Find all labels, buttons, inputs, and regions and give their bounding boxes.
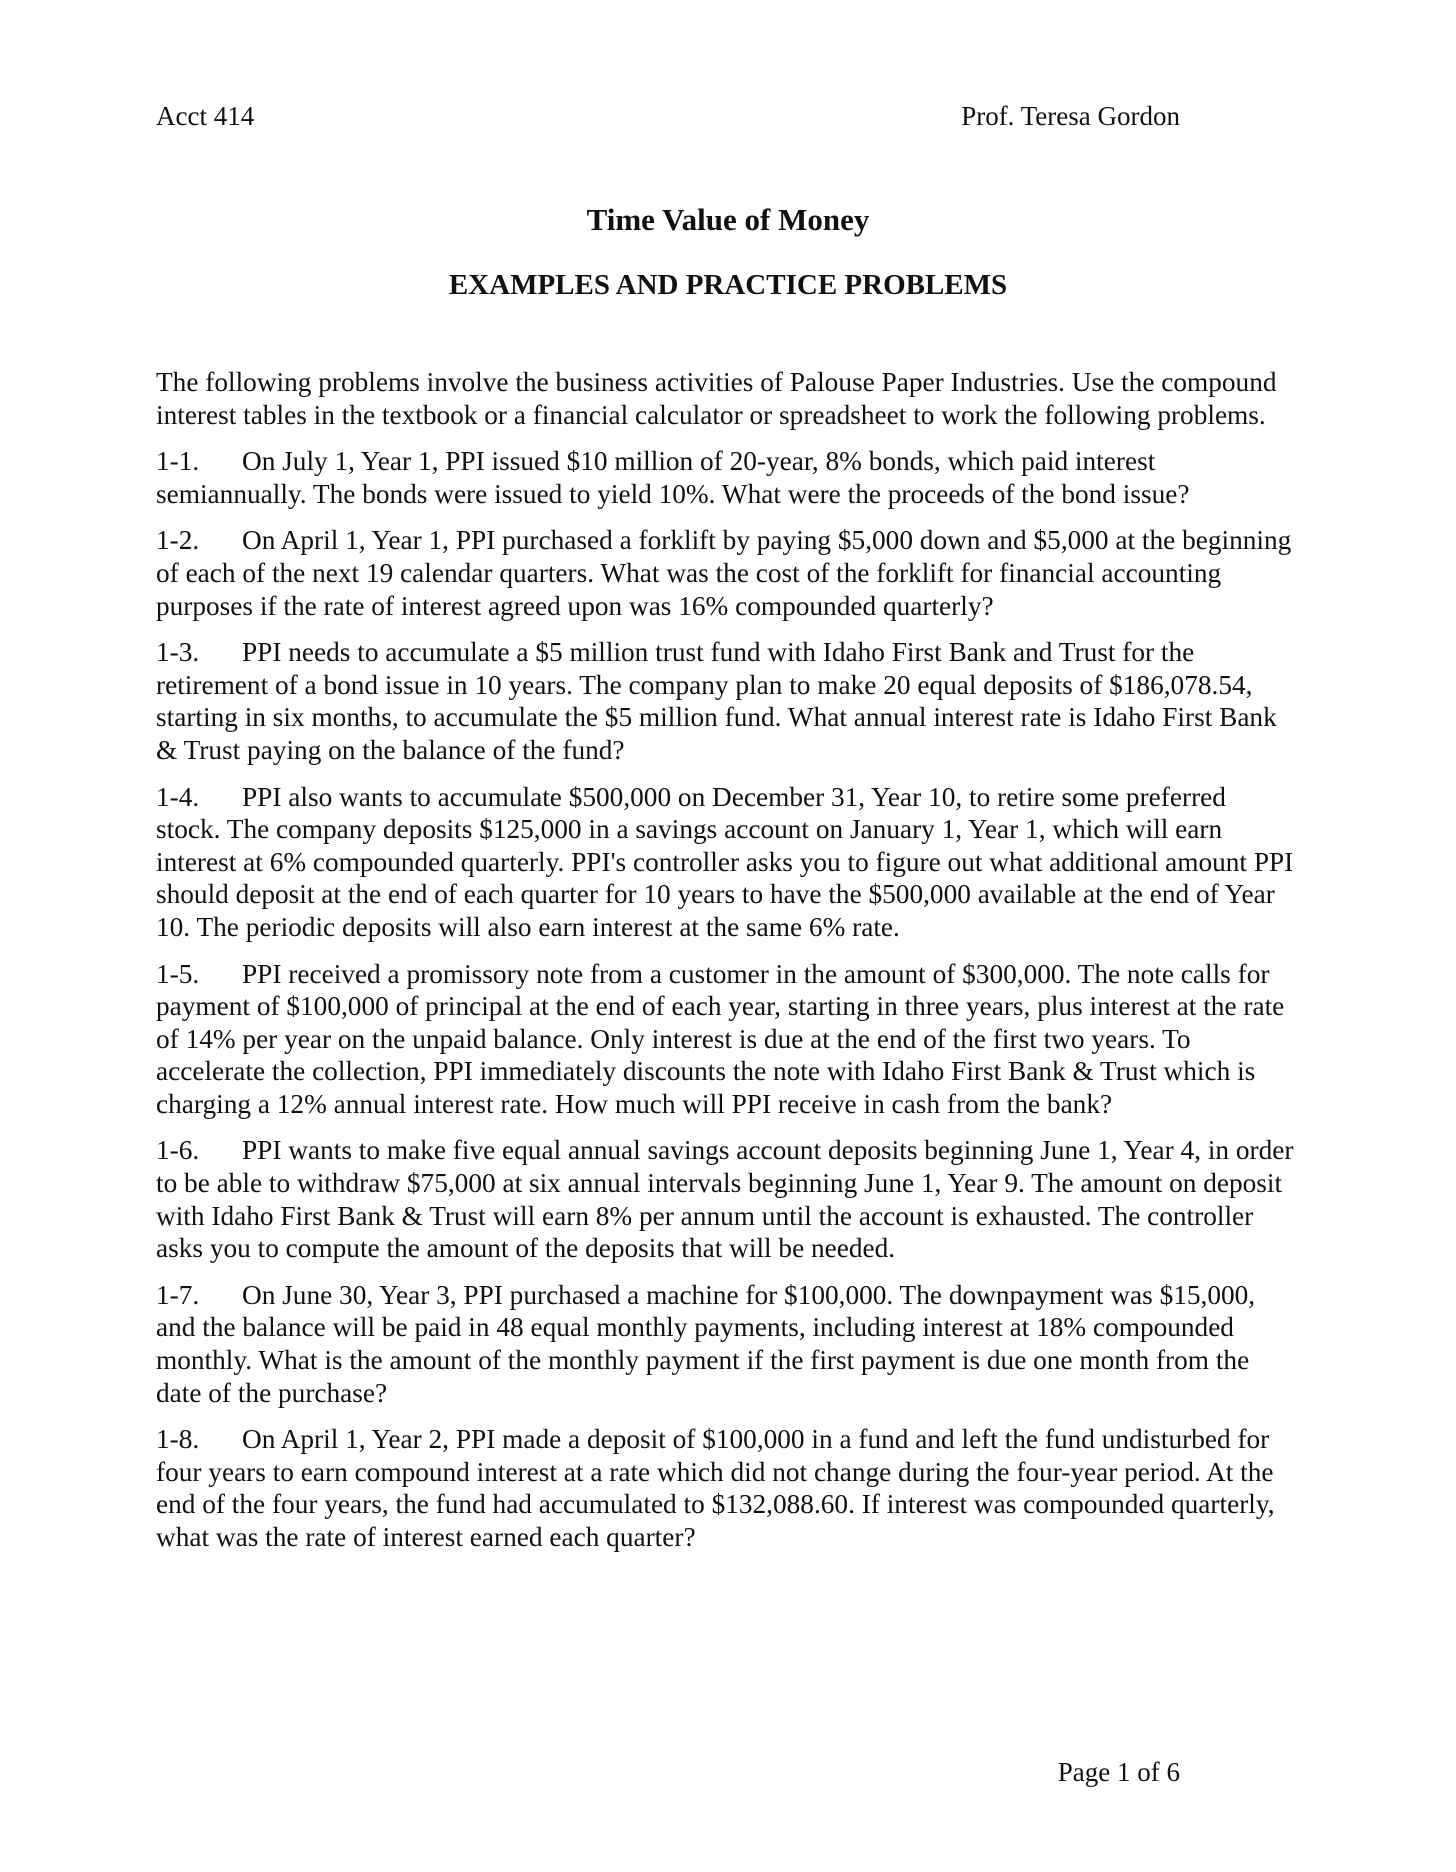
problem-text: PPI also wants to accumulate $500,000 on December 31, Year 10, to retire some preferred stock. The company deposits $125,000 in a savings account on January 1, Year 1, which will earn interest at 6% compounded quarterly. PPI's controller asks you to figure out what additional amount PPI should deposit at the end of each quarter for 10 years to have the $500,000 available at the end of Year 10. The periodic deposits will also earn interest at the same 6% rate.	[156, 781, 1294, 942]
problem-number: 1-7.	[156, 1279, 200, 1310]
problem-item	[156, 636, 1296, 766]
problem-text: On June 30, Year 3, PPI purchased a machine for $100,000. The downpayment was $15,000, and the balance will be paid in 48 equal monthly payments, including interest at 18% compounded monthly. What is the amount of the monthly payment if the first payment is due one month from the date of the purchase?	[156, 1279, 1256, 1408]
problem-number: 1-3.	[156, 637, 200, 668]
document-body	[156, 366, 1296, 1568]
problem-number: 1-2.	[156, 525, 200, 556]
problem-number: 1-6.	[156, 1135, 200, 1166]
course-header: Acct 414	[156, 101, 255, 131]
problem-text: PPI received a promissory note from a customer in the amount of $300,000. The note calls for payment of $100,000 of principal at the end of each year, starting in three years, plus interest at the rate of 14% per year on the unpaid balance. Only interest is due at the end of the first two years. To accelerate the collection, PPI immediately discounts the note with Idaho First Bank & Trust which is charging a 12% annual interest rate. How much will PPI receive in cash from the bank?	[156, 958, 1285, 1119]
problem-text: On July 1, Year 1, PPI issued $10 million of 20-year, 8% bonds, which paid interest semiannually. The bonds were issued to yield 10%. What were the proceeds of the bond issue?	[156, 446, 1190, 509]
problem-item	[156, 1279, 1296, 1409]
page-number: Page 1 of 6	[1057, 1757, 1180, 1787]
problem-text: PPI wants to make five equal annual savings account deposits beginning June 1, Year 4, in order to be able to withdraw $75,000 at six annual intervals beginning June 1, Year 9. The amount on deposit with Idaho First Bank & Trust will earn 8% per annum until the account is exhausted. The controller asks you to compute the amount of the deposits that will be needed.	[156, 1135, 1294, 1264]
problem-text: On April 1, Year 1, PPI purchased a forklift by paying $5,000 down and $5,000 at the beginning of each of the next 19 calendar quarters. What was the cost of the forklift for financial accounting purposes if the rate of interest agreed upon was 16% compounded quarterly?	[156, 525, 1292, 621]
problem-item	[156, 445, 1296, 510]
problem-number: 1-4.	[156, 781, 200, 812]
problem-item	[156, 524, 1296, 622]
problem-number: 1-5.	[156, 958, 200, 989]
problem-item	[156, 781, 1296, 944]
instructor-header: Prof. Teresa Gordon	[961, 101, 1180, 131]
problem-number: 1-1.	[156, 446, 200, 477]
problem-item	[156, 958, 1296, 1121]
problem-text: PPI needs to accumulate a $5 million trust fund with Idaho First Bank and Trust for the retirement of a bond issue in 10 years. The company plan to make 20 equal deposits of $186,078.54, starting in six months, to accumulate the $5 million fund. What annual interest rate is Idaho First Bank & Trust paying on the balance of the fund?	[156, 637, 1277, 765]
problem-item	[156, 1134, 1296, 1264]
problem-number: 1-8.	[156, 1424, 200, 1455]
problem-text: On April 1, Year 2, PPI made a deposit of $100,000 in a fund and left the fund undisturbed for four years to earn compound interest at a rate which did not change during the four-year period. At the end of the four years, the fund had accumulated to $132,088.60. If interest was compounded quarterly, what was the rate of interest earned each quarter?	[156, 1424, 1275, 1552]
document-subtitle: EXAMPLES AND PRACTICE PROBLEMS	[448, 269, 1008, 301]
problem-item	[156, 1423, 1296, 1553]
document-title: Time Value of Money	[586, 202, 870, 237]
intro-paragraph: The following problems involve the business activities of Palouse Paper Industries. Use the compound interest tables in the textbook or a financial calculator or spreadsheet to work the following problems.	[156, 367, 1277, 430]
